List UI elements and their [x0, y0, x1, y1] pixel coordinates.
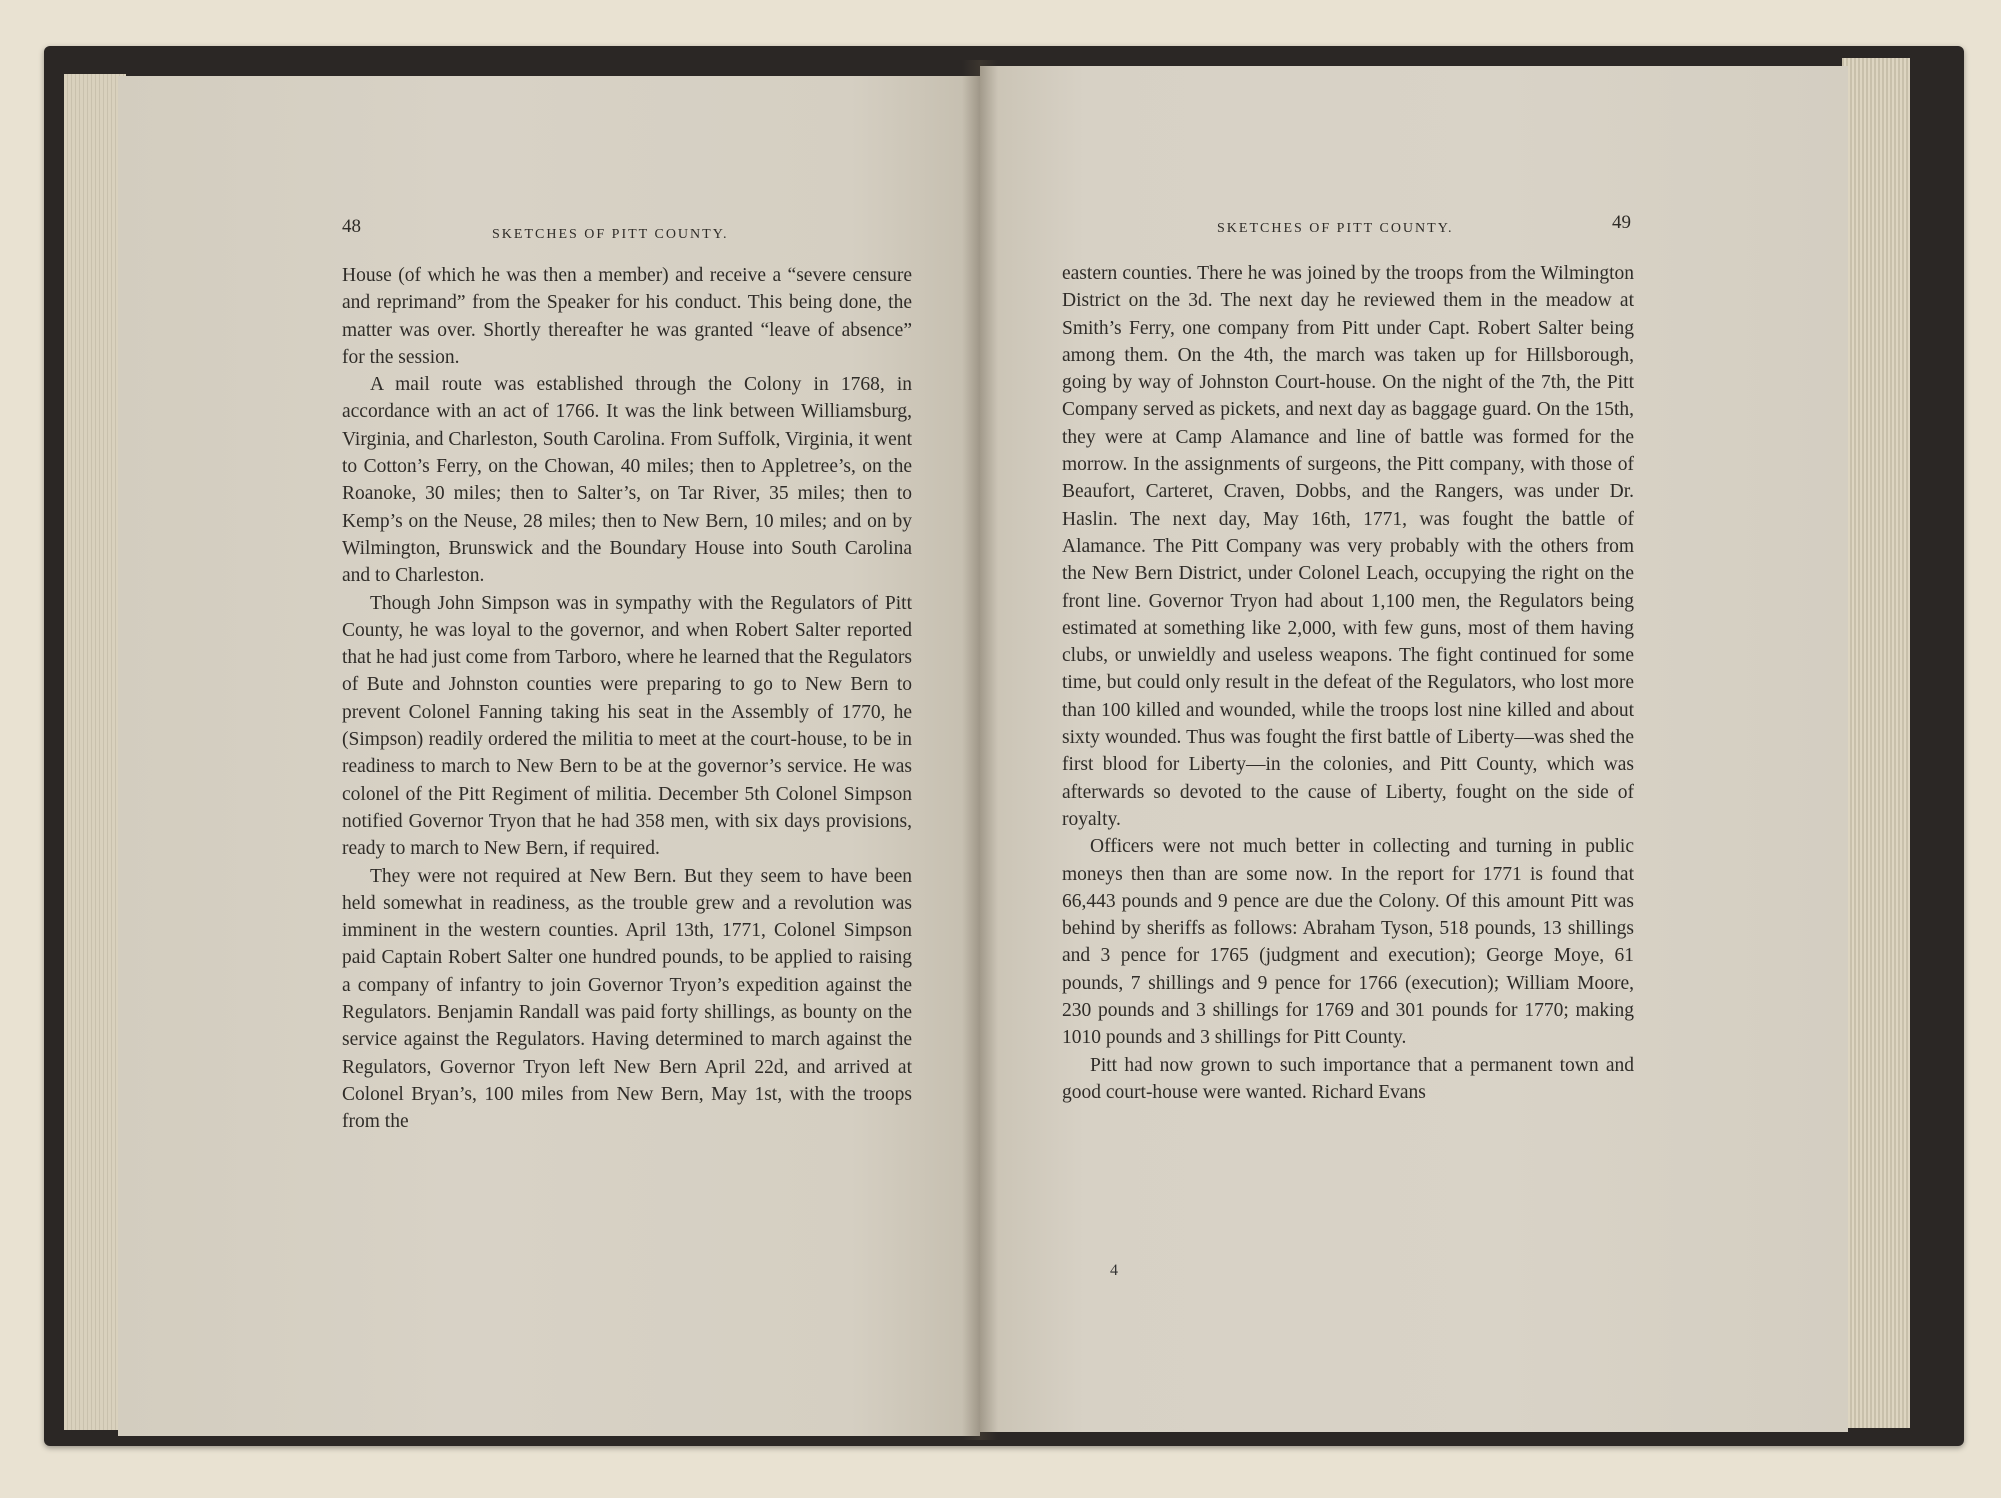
page-edges-left	[64, 74, 126, 1430]
page-edges-right	[1842, 58, 1910, 1428]
left-paragraph-3: Though John Simpson was in sympathy with the Regulators of Pitt County, he was loyal to the governor, and when Robert Salter reported that he had just come from Tarboro, where he learned that the Regulators of Bute and Johnston counties were preparing to go to New Bern to prevent Colonel Fanning taking his seat in the Assembly of 1770, he (Simpson) readily ordered the militia to meet at the court-house, to be in readiness to march to New Bern to be at the governor’s service. He was colonel of the Pitt Regiment of militia. December 5th Colonel Simpson notified Governor Tryon that he had 358 men, with six days provisions, ready to march to New Bern, if required.	[342, 592, 912, 860]
left-running-head	[492, 222, 729, 244]
book-gutter	[962, 60, 998, 1440]
right-paragraph-1: eastern counties. There he was joined by the troops from the Wilmington District on the 3d. The next day he reviewed them in the meadow at Smith’s Ferry, one company from Pitt under Capt. Robert Salter being among them. On the 4th, the march was taken up for Hillsborough, going by way of Johnston Court-house. On the night of the 7th, the Pitt Company served as pickets, and next day as baggage guard. On the 15th, they were at Camp Alamance and line of battle was formed for the morrow. In the assignments of surgeons, the Pitt company, with those of Beaufort, Carteret, Craven, Dobbs, and the Rangers, was under Dr. Haslin. The next day, May 16th, 1771, was fought the battle of Alamance. The Pitt Company was very probably with the others from the New Bern District, under Colonel Leach, occupying the right on the front line. Governor Tryon had about 1,100 men, the Regulators being estimated at something like 2,000, with few guns, most of them having clubs, or unwieldly and useless weapons. The fight continued for some time, but could only result in the defeat of the Regulators, who lost more than 100 killed and wounded, while the troops lost nine killed and about sixty wounded. Thus was fought the first battle of Liberty—was shed the first blood for Liberty—in the colonies, and Pitt County, which was afterwards so devoted to the cause of Liberty, fought on the side of royalty.	[1062, 263, 1634, 830]
right-page-number: 49	[1612, 212, 1631, 233]
right-paragraph-2: Officers were not much better in collecting and turning in public moneys then than are some now. In the report for 1771 is found that 66,443 pounds and 9 pence are due the Colony. Of this amount Pitt was behind by sheriffs as follows: Abraham Tyson, 518 pounds, 13 shillings and 3 pence for 1765 (judgment and execution); George Moye, 61 pounds, 7 shillings and 9 pence for 1766 (execution); William Moore, 230 pounds and 3 shillings for 1769 and 301 pounds for 1770; making 1010 pounds and 3 shillings for Pitt County.	[1062, 836, 1634, 1049]
right-running-head-text: SKETCHES OF PITT COUNTY.	[1217, 221, 1454, 236]
left-paragraph-1: House (of which he was then a member) and receive a “severe censure and reprimand” from the Speaker for his conduct. This being done, the matter was over. Shortly thereafter he was granted “leave of absence” for the session.	[342, 265, 912, 368]
left-paragraph-4: They were not required at New Bern. But they seem to have been held somewhat in readiness, as the trouble grew and a revolution was imminent in the western counties. April 13th, 1771, Colonel Simpson paid Captain Robert Salter one hundred pounds, to be applied to raising a company of infantry to join Governor Tryon’s expedition against the Regulators. Benjamin Randall was paid forty shillings, as bounty on the service against the Regulators. Having determined to march against the Regulators, Governor Tryon left New Bern April 22d, and arrived at Colonel Bryan’s, 100 miles from New Bern, May 1st, with the troops from the	[342, 865, 912, 1133]
right-running-head	[1217, 216, 1454, 238]
signature-mark: 4	[1110, 1262, 1118, 1279]
left-page-number: 48	[342, 216, 361, 237]
right-page-body	[1062, 260, 1634, 1106]
left-paragraph-2: A mail route was established through the Colony in 1768, in accordance with an act of 1766. It was the link between Williamsburg, Virginia, and Charleston, South Carolina. From Suffolk, Virginia, it went to Cotton’s Ferry, on the Chowan, 40 miles; then to Appletree’s, on the Roanoke, 30 miles; then to Salter’s, on Tar River, 35 miles; then to Kemp’s on the Neuse, 28 miles; then to New Bern, 10 miles; and on by Wilmington, Brunswick and the Boundary House into South Carolina and to Charleston.	[342, 374, 912, 587]
left-running-head-text: SKETCHES OF PITT COUNTY.	[492, 227, 729, 242]
left-page-body	[342, 262, 912, 1136]
right-paragraph-3: Pitt had now grown to such importance that a permanent town and good court-house were wanted. Richard Evans	[1062, 1054, 1634, 1103]
